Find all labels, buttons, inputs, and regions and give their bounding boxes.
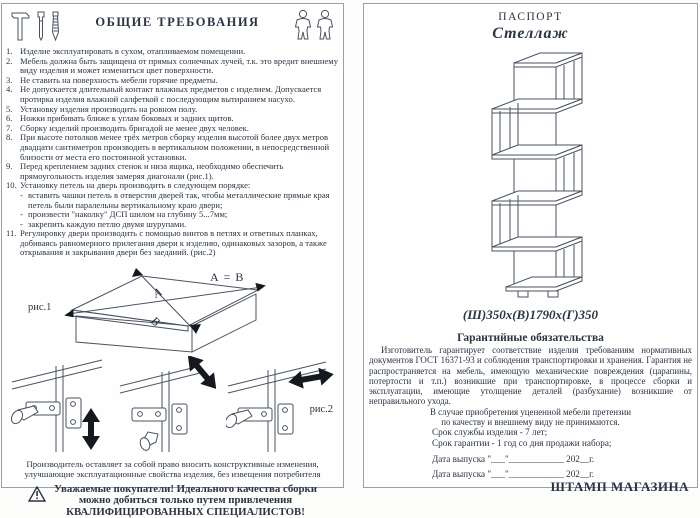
issue-date-field: Дата выпуска "___"____________ 202__г.	[432, 453, 595, 464]
list-item: 2. Мебель должна быть защищена от прямых солнечных лучей, т.к. это вредит внешнему виду изделия и может измениться цвет поверхности.	[6, 55, 339, 76]
passport-panel	[363, 3, 698, 494]
requirements-list	[2, 45, 343, 258]
list-item: 6. Ножки прибивать ближе к углам боковых и задних щитов.	[6, 113, 234, 124]
hinge-vertical-adjust-diagram	[10, 356, 114, 456]
figure-2	[2, 356, 343, 459]
tools-icon	[10, 9, 62, 43]
warning-text: Уважаемые покупатели! Идеального качества сборки можно добиться только путем привлечения КВАЛИФИЦИРОВАННЫХ СПЕЦИАЛИСТОВ!	[53, 482, 317, 518]
list-item: 3. Не ставить на поверхность мебели горячие предметы.	[6, 74, 218, 85]
diagonal-b-label: В	[148, 313, 163, 330]
list-item: 5. Установку изделия производить на ровном полу.	[6, 103, 198, 114]
list-item: 1. Изделие эксплуатировать в сухом, отапливаемом помещении.	[6, 46, 246, 56]
left-panel-header	[2, 4, 343, 45]
list-subitem: - закрепить каждую петлю двумя шурупами.	[20, 218, 187, 229]
figure-1	[2, 262, 343, 354]
warranty-title: Гарантийные обязательства	[457, 332, 604, 344]
page-title: ОБЩИЕ ТРЕБОВАНИЯ	[95, 15, 260, 29]
diagonal-a-label: А	[150, 284, 164, 301]
passport-title: ПАСПОРТ	[498, 11, 563, 23]
product-name: Стеллаж	[492, 25, 569, 42]
arrow-horizontal	[287, 365, 335, 391]
list-item: 11. Регулировку двери производить с помощью винтов в петлях и ответных планках, добиваясь равномерного прилегания двери к изделию, одинаковых зазоров, а также открывания и закрывания двери без заеданий. (рис.2)	[6, 228, 327, 258]
list-item: 9. Перед креплением задних стенок и низа ящика, необходимо обеспечить прямоугольность изделия замеряя диагонали (рис.1).	[6, 161, 284, 181]
list-item: 4. Не допускается длительный контакт влажных предметов с изделием. Допускается протирка изделия влажной салфеткой с последующим вытиранием насухо.	[6, 84, 322, 104]
list-subitem: - произвести "наколку" ДСП шилом на глубину 5...7мм;	[20, 209, 228, 220]
warning-triangle-icon	[28, 486, 46, 502]
general-requirements-panel	[1, 3, 344, 518]
shelf-unit-drawing	[456, 47, 606, 303]
producer-note: Производитель оставляет за собой право вносить конструктивные изменения, улучшающие эксплуатационные свойства изделия, без извещения потребителя	[24, 459, 321, 479]
figure-1-label: рис.1	[28, 302, 52, 314]
two-persons-icon	[293, 9, 337, 41]
hinge-diagonal-adjust-diagram	[118, 356, 222, 456]
list-subitem: - вставить чашки петель в отверстия дверей так, чтобы металлические прямые края петель были паралельны вертикальному краю двери;	[20, 189, 330, 210]
figure-2-label: рис.2	[309, 404, 333, 416]
arrow-diagonal	[181, 356, 222, 395]
list-item: 10. Установку петель на дверь производить в следующем порядке:	[6, 180, 251, 191]
warranty-period: Срок гарантии - 1 год со дня продажи набора;	[432, 437, 612, 448]
assembly-warning	[2, 484, 343, 518]
issue-date-field: Дата выпуска "___"____________ 202__г.	[432, 468, 595, 479]
store-stamp-label: ШТАМП МАГАЗИНА	[550, 478, 689, 494]
arrow-vertical	[82, 408, 100, 450]
figure-1-caption: А = В	[210, 270, 245, 285]
product-dimensions: (Ш)350х(В)1790х(Г)350	[462, 307, 599, 322]
list-item: 8. При высоте потолков менее трёх метров сборку изделия высотой более двух метров двадцати сантиметров производить в вертикальном положении, в непосредственной близости от места его постоянной установки.	[6, 132, 330, 162]
shelf-drawing-wrap	[364, 47, 697, 305]
box-diagonals-diagram	[54, 264, 269, 356]
discount-note: В случае приобретения уцененной мебели претензии по качеству и внешнему виду не принимаются.	[429, 406, 632, 428]
list-item: 7. Сборку изделий производить бригадой не менее двух человек.	[6, 122, 249, 133]
service-life: Срок службы изделия - 7 лет;	[432, 427, 548, 438]
warranty-text: Изготовитель гарантирует соответствие изделия требованиям нормативных документов ГОСТ 16371-93 и соблюдения транспортировки и хранения. Гарантия не распространяется на мебель, имеющую механические повреждения (царапины, потертости и т.п.) возникшие при транспортировке, в процессе сборки и эксплуатации, имеющие утолщение деталей (разбухание) возникшие от неправильного ухода.	[369, 345, 692, 407]
